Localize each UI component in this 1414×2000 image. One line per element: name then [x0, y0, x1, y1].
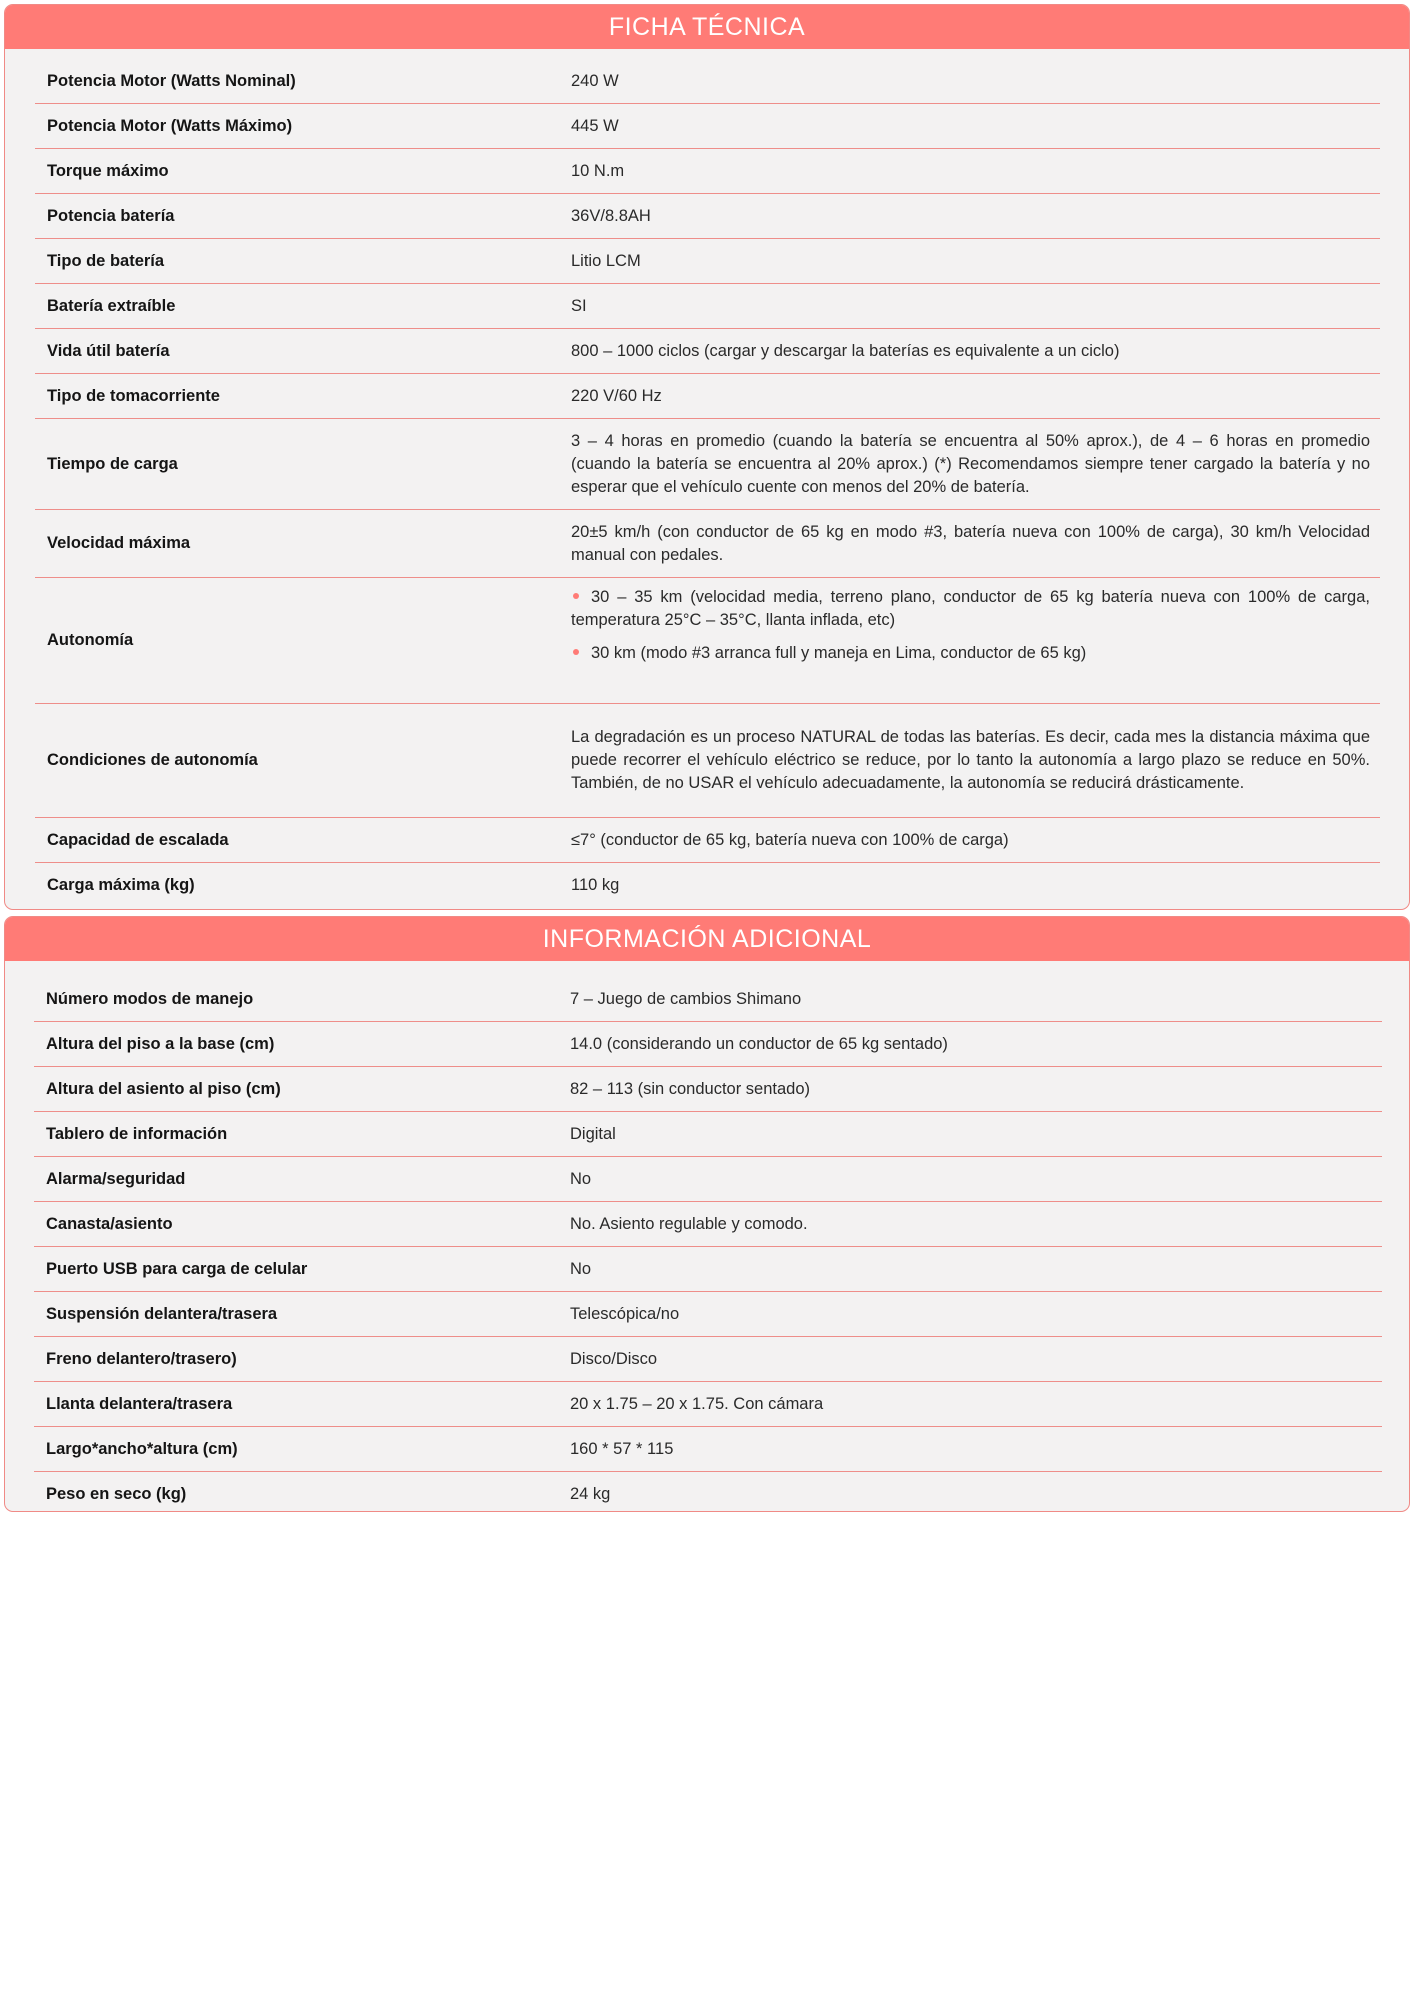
spec-value-text: 445 W: [571, 116, 619, 135]
spec-value-text: 3 – 4 horas en promedio (cuando la batería se encuentra al 50% aprox.), de 4 – 6 horas en promedio (cuando la batería se encuentra al 20% aprox.) (*) Recomendamos siempre tener cargado la batería y no esperar que el vehículo cuente con menos del 20% de batería.: [571, 431, 1370, 496]
spec-label: Altura del asiento al piso (cm): [46, 1079, 281, 1098]
spec-value: [571, 704, 1380, 817]
informacion-adicional-panel: [4, 916, 1410, 1512]
spec-value: [571, 419, 1380, 509]
spec-row: [34, 1247, 1382, 1292]
spec-row: [35, 374, 1380, 419]
spec-value-text: 110 kg: [571, 876, 620, 894]
spec-value-text: Disco/Disco: [570, 1349, 658, 1368]
spec-value: [570, 1337, 1382, 1381]
informacion-adicional-title: INFORMACIÓN ADICIONAL: [5, 917, 1409, 961]
spec-row: [35, 578, 1380, 704]
spec-value-text: SI: [571, 296, 587, 315]
spec-value-text: ≤7° (conductor de 65 kg, batería nueva con 100% de carga): [571, 830, 1009, 849]
spec-label: Potencia Motor (Watts Nominal): [47, 71, 296, 90]
spec-value-text: 800 – 1000 ciclos (cargar y descargar la baterías es equivalente a un ciclo): [571, 341, 1120, 360]
bullet-text: 30 km (modo #3 arranca full y maneja en Lima, conductor de 65 kg): [591, 644, 1087, 662]
spec-value: [571, 578, 1380, 703]
spec-label: Peso en seco (kg): [46, 1485, 187, 1503]
spec-value: [570, 1157, 1382, 1201]
spec-value: [571, 284, 1380, 328]
spec-value-text: 20±5 km/h (con conductor de 65 kg en modo #3, batería nueva con 100% de carga), 30 km/h Velocidad manual con pedales.: [571, 522, 1370, 564]
spec-value-text: Digital: [570, 1124, 616, 1143]
spec-value-text: No: [570, 1169, 592, 1188]
spec-value: [570, 1202, 1382, 1246]
spec-value: [571, 104, 1380, 148]
spec-value: [571, 374, 1380, 418]
spec-value: [570, 1247, 1382, 1291]
bullet-text: 30 – 35 km (velocidad media, terreno plano, conductor de 65 kg batería nueva con 100% de carga, temperatura 25°C – 35°C, llanta inflada, etc): [571, 588, 1370, 629]
spec-value-text: Litio LCM: [571, 251, 641, 270]
spec-value: [570, 1472, 1382, 1512]
spec-row: [34, 1067, 1382, 1112]
spec-row: [35, 510, 1380, 578]
spec-label: Autonomía: [47, 631, 134, 649]
spec-value-text: No. Asiento regulable y comodo.: [570, 1214, 808, 1233]
spec-row: [35, 239, 1380, 284]
spec-label: Número modos de manejo: [46, 989, 254, 1008]
list-item: [571, 586, 1370, 632]
spec-value-text: 82 – 113 (sin conductor sentado): [570, 1079, 811, 1098]
informacion-adicional-table: [34, 977, 1382, 1512]
spec-row: [35, 284, 1380, 329]
ficha-tecnica-table: [35, 59, 1380, 908]
ficha-tecnica-panel: [4, 4, 1410, 910]
bullet-icon: [573, 593, 579, 599]
spec-label: Canasta/asiento: [46, 1214, 173, 1233]
spec-value-text: Telescópica/no: [570, 1304, 680, 1323]
spec-row: [34, 1112, 1382, 1157]
spec-value-text: 240 W: [571, 71, 619, 90]
spec-label: Tipo de batería: [47, 251, 165, 270]
spec-label: Tiempo de carga: [47, 454, 178, 473]
spec-label: Potencia batería: [47, 206, 175, 225]
list-item: [571, 642, 1370, 665]
spec-label: Suspensión delantera/trasera: [46, 1304, 278, 1323]
spec-value-text: No: [570, 1259, 592, 1278]
spec-label: Alarma/seguridad: [46, 1169, 186, 1188]
spec-value-text: La degradación es un proceso NATURAL de todas las baterías. Es decir, cada mes la distancia máxima que puede recorrer el vehículo eléctrico se reduce, por lo tanto la autonomía a largo plazo se reduce en 50%. También, de no USAR el vehículo adecuadamente, la autonomía se reducirá drásticamente.: [571, 728, 1370, 792]
spec-value: [570, 1022, 1382, 1066]
spec-value-text: 24 kg: [570, 1485, 611, 1503]
spec-value-text: 220 V/60 Hz: [571, 386, 662, 405]
spec-row: [35, 194, 1380, 239]
spec-label: Carga máxima (kg): [47, 876, 195, 894]
spec-label: Tipo de tomacorriente: [47, 386, 220, 405]
spec-value: [570, 1382, 1382, 1426]
spec-value: [570, 1292, 1382, 1336]
spec-label: Capacidad de escalada: [47, 830, 229, 849]
spec-row: [35, 329, 1380, 374]
spec-value: [571, 510, 1380, 577]
spec-value: [571, 239, 1380, 283]
spec-value-text: 20 x 1.75 – 20 x 1.75. Con cámara: [570, 1394, 824, 1413]
spec-row: [34, 1382, 1382, 1427]
spec-row: [34, 1202, 1382, 1247]
spec-value: [571, 149, 1380, 193]
spec-row: [34, 1427, 1382, 1472]
spec-row: [35, 419, 1380, 510]
spec-label: Velocidad máxima: [47, 534, 191, 552]
spec-value: [571, 863, 1380, 908]
spec-row: [34, 1292, 1382, 1337]
autonomia-bullet-list: [571, 586, 1370, 665]
spec-value: [570, 977, 1382, 1021]
spec-label: Batería extraíble: [47, 296, 176, 315]
spec-label: Torque máximo: [47, 161, 169, 180]
spec-row: [34, 1022, 1382, 1067]
spec-value: [571, 818, 1380, 862]
spec-label: Condiciones de autonomía: [47, 751, 258, 769]
spec-value-text: 7 – Juego de cambios Shimano: [570, 989, 802, 1008]
spec-row: [35, 818, 1380, 863]
spec-label: Altura del piso a la base (cm): [46, 1034, 275, 1053]
ficha-tecnica-title: FICHA TÉCNICA: [5, 5, 1409, 49]
spec-value: [571, 59, 1380, 103]
spec-row: [34, 977, 1382, 1022]
spec-row: [35, 149, 1380, 194]
spec-value: [571, 329, 1380, 373]
spec-row: [34, 1472, 1382, 1512]
spec-value-text: 36V/8.8AH: [571, 206, 651, 225]
spec-value-text: 160 * 57 * 115: [570, 1439, 674, 1458]
spec-label: Puerto USB para carga de celular: [46, 1259, 308, 1278]
spec-value: [570, 1067, 1382, 1111]
bullet-icon: [573, 649, 579, 655]
spec-row: [34, 1337, 1382, 1382]
spec-value: [571, 194, 1380, 238]
spec-value: [570, 1427, 1382, 1471]
spec-row: [35, 704, 1380, 818]
spec-label: Tablero de información: [46, 1124, 228, 1143]
spec-row: [35, 59, 1380, 104]
spec-label: Llanta delantera/trasera: [46, 1394, 233, 1413]
spec-label: Largo*ancho*altura (cm): [46, 1439, 238, 1458]
spec-value: [570, 1112, 1382, 1156]
spec-value-text: 14.0 (considerando un conductor de 65 kg sentado): [570, 1034, 948, 1053]
spec-row: [34, 1157, 1382, 1202]
spec-row: [35, 104, 1380, 149]
spec-label: Freno delantero/trasero): [46, 1349, 237, 1368]
spec-value-text: 10 N.m: [571, 161, 625, 180]
spec-label: Potencia Motor (Watts Máximo): [47, 116, 293, 135]
spec-label: Vida útil batería: [47, 341, 170, 360]
spec-row: [35, 863, 1380, 908]
